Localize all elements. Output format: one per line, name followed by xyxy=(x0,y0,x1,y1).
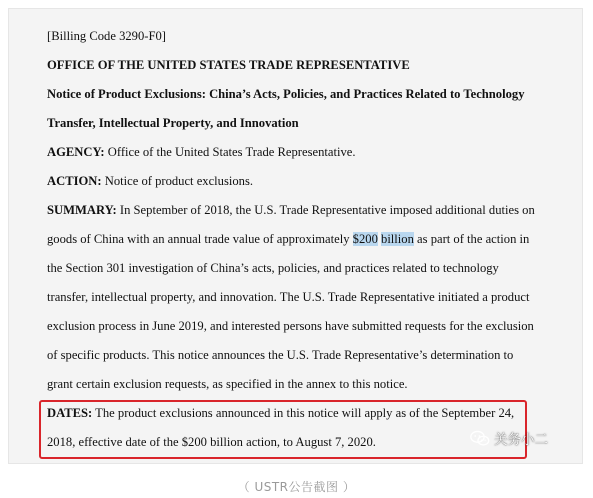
wechat-icon xyxy=(470,430,490,447)
summary-label: SUMMARY: xyxy=(47,203,117,217)
agency-label: AGENCY: xyxy=(47,145,105,159)
dates-highlight-box xyxy=(39,400,527,459)
action-text: Notice of product exclusions. xyxy=(101,174,254,188)
highlight-200: $200 xyxy=(352,232,378,246)
agency-text: Office of the United States Trade Representative. xyxy=(104,145,356,159)
dates-text-1: The product exclusions announced in this notice will apply as of the September 24, xyxy=(92,406,515,420)
action-label: ACTION: xyxy=(47,174,102,188)
office-heading: OFFICE OF THE UNITED STATES TRADE REPRESENTATIVE xyxy=(47,58,410,72)
summary-text-2-post: as part of the action in xyxy=(413,232,530,246)
summary-line-5: exclusion process in June 2019, and interested persons have submitted requests for the exclusion xyxy=(47,319,534,333)
image-caption: （ USTR公告截图 ） xyxy=(237,480,356,494)
dates-line-2: 2018, effective date of the $200 billion action, to August 7, 2020. xyxy=(47,435,376,449)
highlight-billion: billion xyxy=(381,232,414,246)
notice-title-line-2: Transfer, Intellectual Property, and Innovation xyxy=(47,116,299,130)
summary-line-1 xyxy=(47,196,577,225)
summary-line-2 xyxy=(47,225,577,254)
notice-title-line-1: Notice of Product Exclusions: China’s Acts, Policies, and Practices Related to Technology xyxy=(47,87,525,101)
summary-line-4: transfer, intellectual property, and innovation. The U.S. Trade Representative initiated a product xyxy=(47,290,530,304)
billing-code: [Billing Code 3290-F0] xyxy=(47,29,166,43)
summary-line-6: of specific products. This notice announces the U.S. Trade Representative’s determination to xyxy=(47,348,514,362)
agency-line xyxy=(47,138,577,167)
watermark-text: 关务小二 xyxy=(494,432,548,448)
notice-document xyxy=(47,22,577,457)
watermark xyxy=(470,427,548,449)
dates-label: DATES: xyxy=(47,406,93,420)
summary-text-1: In September of 2018, the U.S. Trade Representative imposed additional duties on xyxy=(116,203,535,217)
summary-text-2-pre: goods of China with an annual trade value of approximately xyxy=(47,232,353,246)
action-line xyxy=(47,167,577,196)
summary-line-3: the Section 301 investigation of China’s acts, policies, and practices related to technology xyxy=(47,261,499,275)
summary-line-7: grant certain exclusion requests, as specified in the annex to this notice. xyxy=(47,377,408,391)
